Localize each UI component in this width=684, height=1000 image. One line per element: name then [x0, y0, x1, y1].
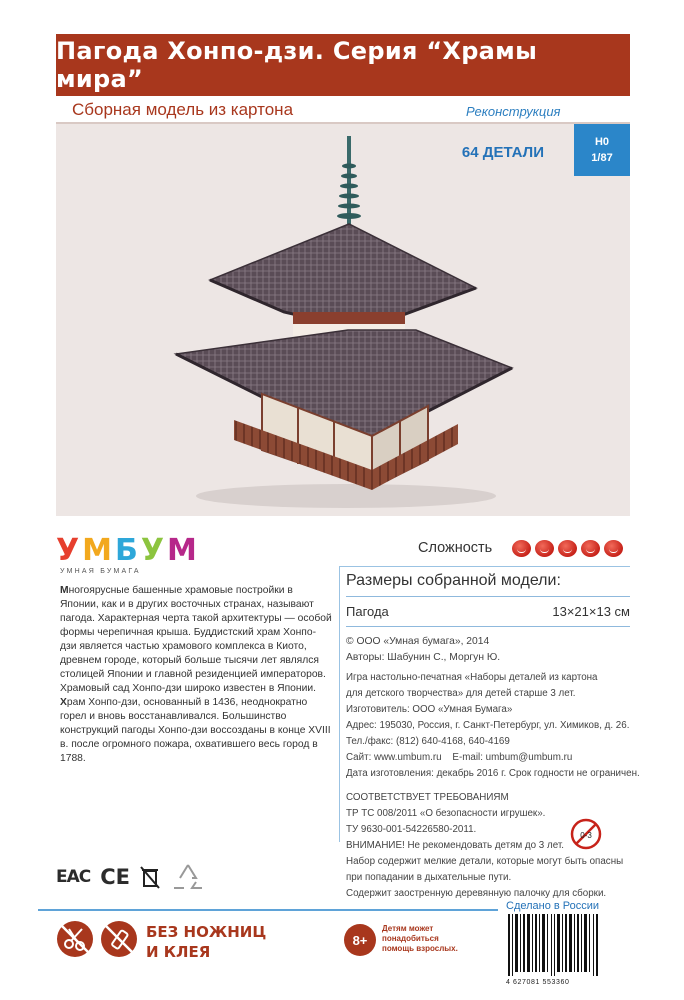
certification-marks — [56, 862, 206, 892]
info-panel-border — [339, 566, 340, 842]
drop-cap: М — [60, 585, 69, 596]
age-note-line: понадобиться — [382, 934, 439, 943]
size-item-value: 13×21×13 см — [552, 604, 630, 619]
compliance-line: ТУ 9630-001-54226580-2011. — [346, 824, 477, 835]
description-paragraph — [60, 696, 332, 766]
drop-cap: Х — [60, 697, 67, 708]
scale-ratio: 1/87 — [591, 152, 613, 164]
scale-badge — [574, 124, 630, 176]
no-scissors-line: И КЛЕЯ — [146, 943, 211, 961]
subtitle: Сборная модель из картона — [72, 100, 294, 119]
complexity-dot-icon — [581, 540, 600, 557]
barcode-number: 4 627081 553360 — [506, 979, 570, 986]
manufacturer-line: Дата изготовления: декабрь 2016 г. Срок годности не ограничен. — [346, 768, 640, 779]
recycle-icon — [170, 862, 206, 892]
logo-letter: У — [140, 533, 166, 568]
compliance-line: Набор содержит мелкие детали, которые могут быть опасны — [346, 856, 624, 867]
size-title: Размеры собранной модели: — [346, 572, 561, 589]
info-panel-top-border — [339, 566, 630, 567]
logo-letter: М — [167, 533, 198, 568]
manufacturer-line: Сайт: www.umbum.ru E-mail: umbum@umbum.ru — [346, 752, 573, 763]
age-warning-icon — [570, 818, 602, 855]
compliance-line: СООТВЕТСТВУЕТ ТРЕБОВАНИЯМ — [346, 792, 509, 803]
brand-logo — [56, 533, 198, 575]
complexity-dot-icon — [535, 540, 554, 557]
logo-letter: Б — [115, 533, 139, 568]
pagoda-illustration — [56, 124, 630, 516]
logo-letters — [56, 533, 198, 568]
logo-letter: М — [82, 533, 113, 568]
trash-bin-crossed-icon — [140, 865, 160, 889]
no-scissors-icon — [56, 920, 94, 963]
logo-letter: У — [56, 533, 81, 568]
complexity-rating — [512, 540, 623, 557]
size-divider — [346, 596, 630, 597]
authors: Авторы: Шабунин С., Моргун Ю. — [346, 652, 501, 663]
manufacturer-line: Адрес: 195030, Россия, г. Санкт-Петербург, ул. Химиков, д. 26. — [346, 720, 630, 731]
manufacturer-line: Тел./факс: (812) 640-4168, 640-4169 — [346, 736, 510, 747]
copyright: © ООО «Умная бумага», 2014 — [346, 636, 490, 647]
paragraph-text: ногоярусные башенные храмовые постройки в Японии, как и в других восточных странах, называют пагода. Характерная черта такой архитектуры — особой формы черепичная крыша. Буддистский храм Хонпо-дзи является частью храмового комплекса в Киото, древнем городе, который больше тысячи лет являлся столицей Японии и главной резиденцией императоров. Храмовый сад Хонпо-дзи широко известен в Японии. — [60, 585, 332, 694]
description-paragraph — [60, 584, 332, 696]
size-divider-bottom — [346, 626, 630, 627]
complexity-label: Сложность — [418, 540, 493, 556]
manufacturer-line: для детского творчества» для детей старше 3 лет. — [346, 688, 576, 699]
paragraph-text: рам Хонпо-дзи, основанный в 1436, неоднократно горел и вновь восстанавливался. Большинство конструкций пагоды Хонпо-дзи воссозданы в конце XVIII в. после огромного пожара, охватившего весь город в 1788. — [60, 697, 331, 764]
footer-divider — [38, 909, 498, 911]
manufacturer-line: Игра настольно-печатная «Наборы деталей из картона — [346, 672, 598, 683]
description — [60, 584, 332, 766]
manufacturer-line: Изготовитель: ООО «Умная Бумага» — [346, 704, 513, 715]
age-warning-text: 0-3 — [580, 831, 592, 840]
eac-mark: EAC — [56, 867, 91, 887]
no-glue-icon — [100, 920, 138, 963]
complexity-dot-icon — [512, 540, 531, 557]
parts-count: 64 ДЕТАЛИ — [461, 144, 544, 161]
made-in-label: Сделано в России — [506, 900, 600, 912]
compliance-line: при попадании в дыхательные пути. — [346, 872, 512, 883]
complexity-dot-icon — [558, 540, 577, 557]
barcode — [506, 912, 600, 978]
size-item-name: Пагода — [346, 604, 389, 619]
age-note — [382, 924, 458, 954]
no-scissors-text — [146, 922, 266, 962]
ce-mark: CE — [100, 865, 131, 889]
age-note-line: помощь взрослых. — [382, 944, 458, 953]
page-title: Пагода Хонпо-дзи. Серия “Храмы мира” — [56, 37, 538, 93]
compliance-line: ТР ТС 008/2011 «О безопасности игрушек». — [346, 808, 546, 819]
reconstruction-label: Реконструкция — [466, 104, 561, 119]
compliance-line: ВНИМАНИЕ! Не рекомендовать детям до 3 лет. — [346, 840, 564, 851]
age-badge: 8+ — [344, 924, 376, 956]
product-photo — [56, 124, 630, 516]
no-scissors-line: БЕЗ НОЖНИЦ — [146, 923, 267, 941]
age-note-line: Детям может — [382, 924, 434, 933]
scale-gauge: H0 — [594, 136, 610, 148]
complexity-dot-icon — [604, 540, 623, 557]
compliance-line: Содержит заостренную деревянную палочку для сборки. — [346, 888, 607, 899]
logo-tagline: УМНАЯ БУМАГА — [60, 568, 141, 575]
title-banner — [56, 34, 630, 96]
